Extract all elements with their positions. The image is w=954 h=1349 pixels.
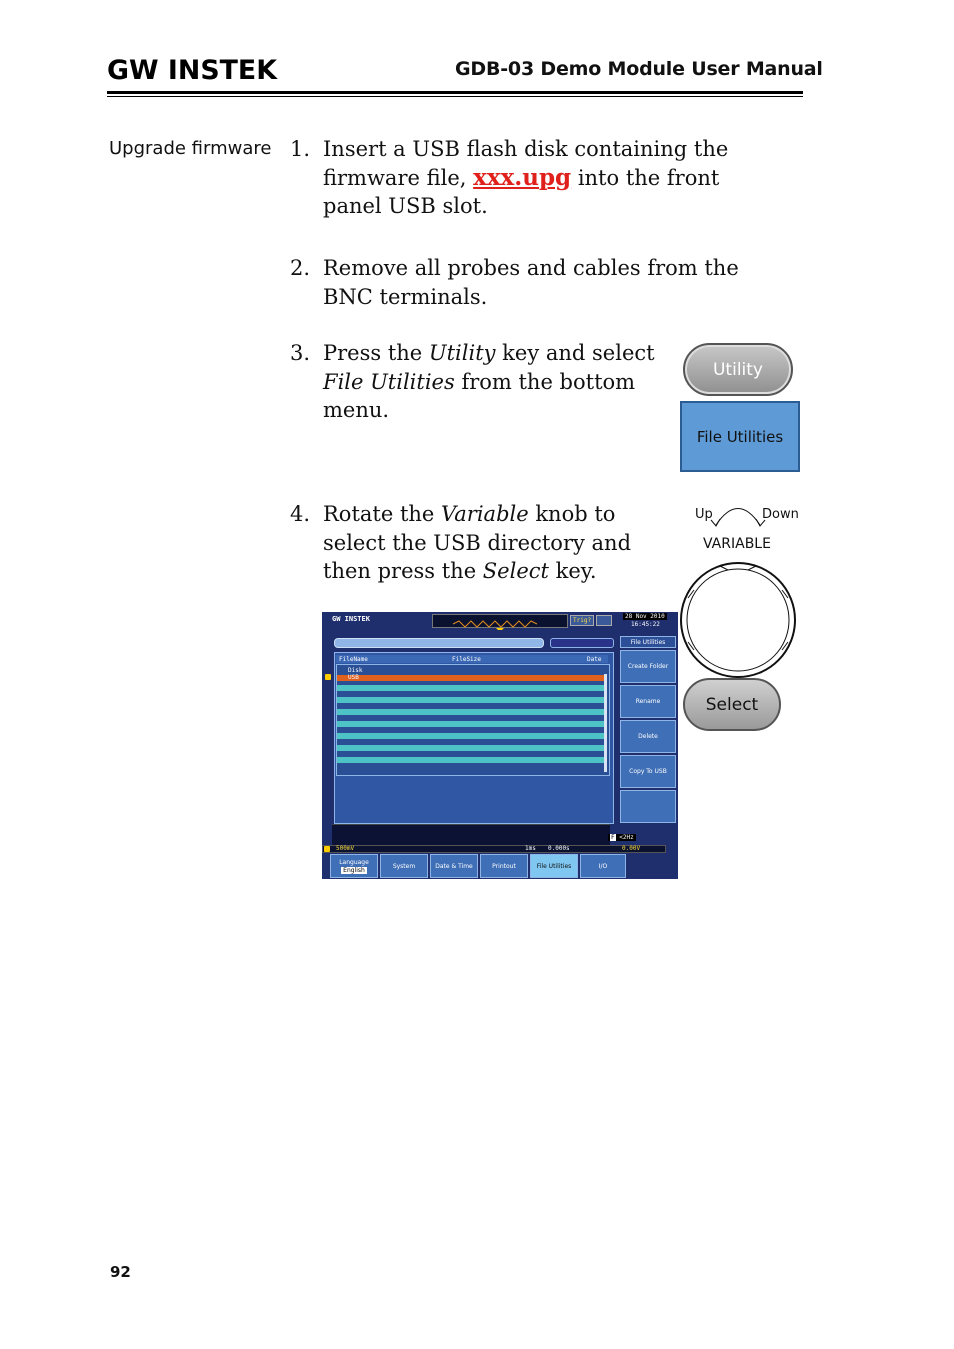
step-4-text: Rotate the Variable knob to select the USB directory and then press the Select key.	[323, 502, 632, 583]
waveform-overview	[432, 614, 568, 628]
step-3-number: 3.	[290, 341, 311, 365]
page-number: 92	[110, 1263, 131, 1281]
oscilloscope-screenshot	[322, 612, 678, 879]
step-4-number: 4.	[290, 502, 311, 526]
down-label: Down	[762, 507, 799, 522]
svg-text:GW INSTEK: GW INSTEK	[107, 55, 279, 83]
list-row	[337, 721, 605, 727]
variable-knob-icon[interactable]	[680, 500, 800, 680]
entry-usb[interactable]: USB	[348, 674, 359, 681]
frequency-readout: F <2Hz	[608, 834, 636, 841]
ch1-scale: 500mV	[336, 845, 355, 852]
scope-time: 16:45:22	[631, 621, 660, 628]
scrollbar[interactable]	[604, 674, 607, 772]
selected-row[interactable]	[337, 675, 605, 681]
gw-instek-logo	[107, 55, 279, 83]
step-2-number: 2.	[290, 256, 311, 280]
col-date: Date	[587, 656, 602, 663]
path-bar	[334, 638, 544, 648]
manual-title: GDB-03 Demo Module User Manual	[455, 58, 823, 80]
scope-brand: GW INSTEK	[332, 615, 370, 623]
printout-button[interactable]: Printout	[480, 854, 528, 878]
entry-disk[interactable]: Disk	[348, 667, 363, 674]
list-row	[337, 685, 605, 691]
step-2-text: Remove all probes and cables from the BNC terminals.	[323, 256, 739, 309]
trigger-level: 0.00V	[622, 845, 641, 852]
list-row	[337, 697, 605, 703]
list-row	[337, 733, 605, 739]
io-button[interactable]: I/O	[580, 854, 626, 878]
horizontal-position: 0.000s	[548, 845, 570, 852]
language-button[interactable]: Language English	[330, 854, 378, 878]
file-utilities-button[interactable]: File Utilities	[530, 854, 578, 878]
scope-date: 28 Nov 2010	[625, 613, 665, 620]
step-1-number: 1.	[290, 137, 311, 161]
col-filesize: FileSize	[452, 656, 481, 663]
header-rule-thin	[107, 96, 803, 97]
header-rule	[107, 91, 803, 94]
path-bar-right	[550, 638, 614, 648]
trigger-edge-icon	[596, 615, 612, 626]
step-3-text: Press the Utility key and select File Utilities from the bottom menu.	[323, 341, 655, 422]
list-row	[337, 709, 605, 715]
list-row	[337, 757, 605, 763]
trigger-status: Trig?	[570, 615, 594, 626]
list-row	[337, 745, 605, 751]
ch1-marker-icon	[325, 674, 331, 680]
system-button[interactable]: System	[380, 854, 428, 878]
file-utilities-softkey[interactable]: File Utilities	[680, 401, 800, 472]
up-label: Up	[695, 507, 713, 522]
firmware-filename: xxx.upg	[473, 163, 572, 191]
delete-button[interactable]: Delete	[620, 720, 676, 753]
graticule-strip	[332, 824, 610, 845]
create-folder-button[interactable]: Create Folder	[620, 650, 676, 683]
step-1-text: Insert a USB flash disk containing the firmware file, xxx.upg into the front panel USB slot.	[323, 137, 729, 218]
date-time-button[interactable]: Date & Time	[430, 854, 478, 878]
section-heading: Upgrade firmware	[109, 138, 272, 159]
ch1-icon	[324, 846, 330, 852]
side-menu-title: File Utilities	[620, 636, 676, 648]
timebase: 1ms	[525, 845, 536, 852]
utility-key[interactable]: Utility	[683, 343, 793, 396]
rename-button[interactable]: Rename	[620, 685, 676, 718]
variable-label: VARIABLE	[703, 536, 771, 552]
side-empty-button[interactable]	[620, 790, 676, 823]
status-bar	[322, 845, 666, 853]
col-filename: FileName	[339, 656, 368, 663]
copy-to-usb-button[interactable]: Copy To USB	[620, 755, 676, 788]
select-key[interactable]: Select	[683, 678, 781, 731]
